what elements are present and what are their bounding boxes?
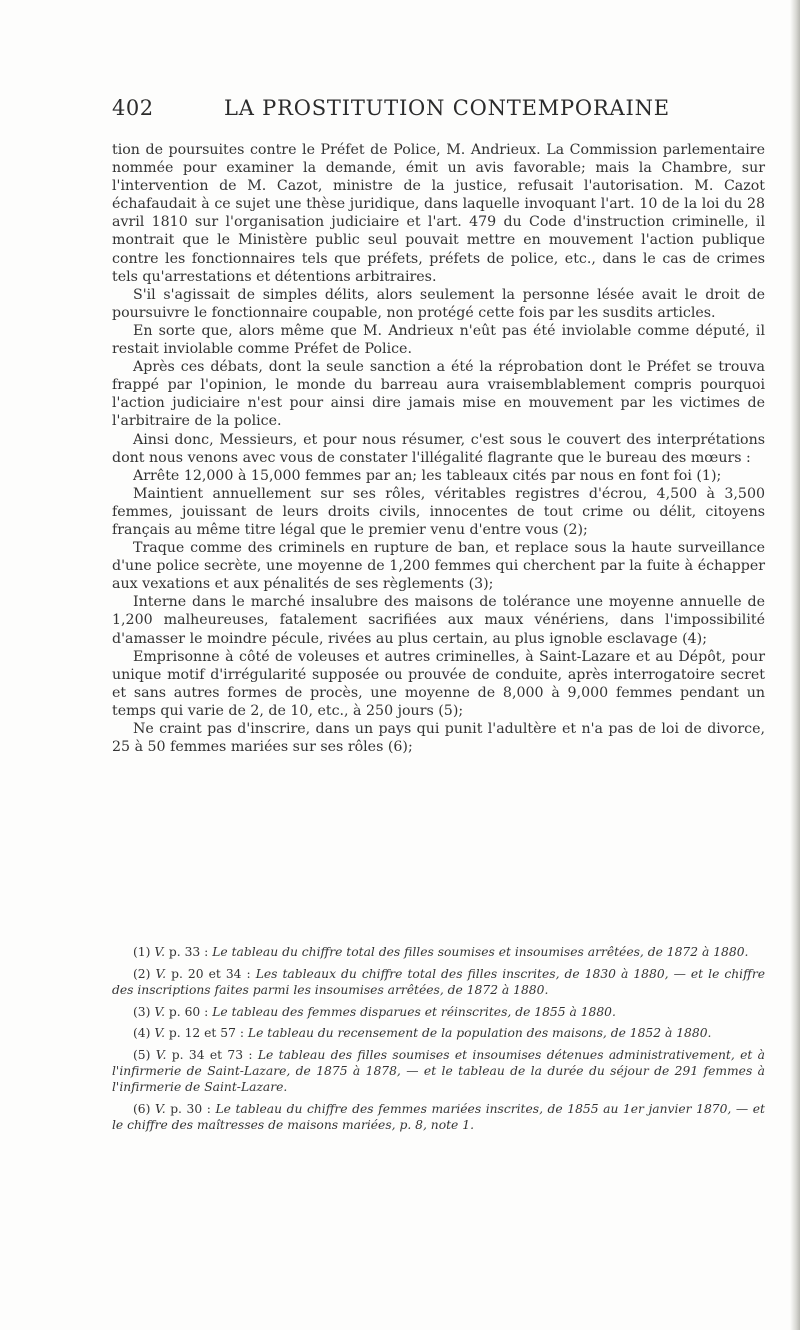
paragraph: Interne dans le marché insalubre des maisons de tolérance une moyenne annuelle de 1,200 malheureuses, fatalement sacrifiées aux maux vénériens, dans l'impossibilité d'amasser le moindre pécule, rivées au plus certain, au plus ignoble esclavage (4);: [112, 594, 765, 647]
paragraph: Ne craint pas d'inscrire, dans un pays qui punit l'adultère et n'a pas de loi de divorce, 25 à 50 femmes mariées sur ses rôles (6);: [112, 721, 765, 756]
paragraph: tion de poursuites contre le Préfet de Police, M. Andrieux. La Commission parlementaire nommée pour examiner la demande, émit un avis favorable; mais la Chambre, sur l'intervention de M. Cazot, ministre de la justice, refusait l'autorisation. M. Cazot échafaudait à ce sujet une thèse juridique, dans laquelle invoquant l'art. 10 de la loi du 28 avril 1810 sur l'organisation judiciaire et l'art. 479 du Code d'instruction criminelle, il montrait que le Ministère public seul pouvait mettre en mouvement l'action publique contre les fonctionnaires tels que préfets, préfets de police, etc., dans le cas de crimes tels qu'arrestations et détentions arbitraires.: [112, 142, 765, 285]
footnote-text: Le tableau du chiffre des femmes mariées inscrites, de 1855 au 1er janvier 1870, — et le chiffre des maîtresses de maisons mariées, p. 8, note 1.: [112, 1102, 765, 1133]
footnote: [112, 966, 765, 998]
footnote-number: (4): [133, 1026, 151, 1041]
body-text: [112, 141, 765, 756]
footnote-text: Le tableau des filles soumises et insoumises détenues administrativement, et à l'infirmerie de Saint-Lazare, de 1875 à 1878, — et le tableau de la durée du séjour de 291 femmes à l'infirmerie de Saint-Lazare.: [112, 1048, 765, 1095]
footnote-ref: V.: [155, 966, 167, 981]
footnote-number: (2): [133, 966, 151, 981]
paragraph: S'il s'agissait de simples délits, alors seulement la personne lésée avait le droit de poursuivre le fonctionnaire coupable, non protégé cette fois par les susdits articles.: [112, 286, 765, 321]
footnote-number: (1): [133, 945, 151, 959]
paragraph: Traque comme des criminels en rupture de ban, et replace sous la haute surveillance d'une police secrète, une moyenne de 1,200 femmes qui cherchent par la fuite à échapper aux vexations et aux pénalités de ses règlements (3);: [112, 540, 765, 593]
footnote-text: Les tableaux du chiffre total des filles inscrites, de 1830 à 1880, — et le chiffre des inscriptions faites parmi les insoumises arrêtées, de 1872 à 1880.: [112, 966, 765, 997]
footnote: [112, 944, 765, 960]
footnote-ref: V.: [154, 1004, 165, 1019]
paragraph: Arrête 12,000 à 15,000 femmes par an; les tableaux cités par nous en font foi (1);: [133, 467, 722, 484]
footnote: [112, 1004, 765, 1020]
footnote-ref: V.: [154, 1102, 166, 1117]
page-header: [112, 96, 752, 126]
footnote-page: p. 12 et 57 :: [168, 1026, 244, 1041]
page-number: 402: [112, 96, 154, 120]
footnote-page: p. 60 :: [168, 1004, 209, 1019]
footnote-ref: V.: [154, 1026, 165, 1041]
footnote-text: Le tableau du chiffre total des filles soumises et insoumises arrêtées, de 1872 à 1880.: [212, 945, 749, 959]
running-title: LA PROSTITUTION CONTEMPORAINE: [224, 96, 670, 120]
footnotes: [112, 944, 765, 1139]
footnote-number: (3): [133, 1004, 151, 1019]
footnote-number: (6): [133, 1102, 151, 1117]
footnote-text: Le tableau des femmes disparues et réinscrites, de 1855 à 1880.: [212, 1004, 616, 1019]
footnote-ref: V.: [155, 1048, 167, 1063]
paragraph: Emprisonne à côté de voleuses et autres criminelles, à Saint-Lazare et au Dépôt, pour unique motif d'irrégularité supposée ou prouvée de conduite, après interrogatoire secret et sans autres formes de procès, une moyenne de 8,000 à 9,000 femmes pendant un temps qui varie de 2, de 10, etc., à 250 jours (5);: [112, 648, 765, 719]
paragraph: En sorte que, alors même que M. Andrieux n'eût pas été inviolable comme député, il restait inviolable comme Préfet de Police.: [112, 322, 765, 358]
footnote-text: Le tableau du recensement de la population des maisons, de 1852 à 1880.: [247, 1026, 712, 1041]
footnote-page: p. 33 :: [168, 945, 209, 959]
footnote: [112, 1025, 765, 1041]
page-edge-shadow: [790, 0, 800, 1330]
paragraph: Ainsi donc, Messieurs, et pour nous résumer, c'est sous le couvert des interprétations dont nous venons avec vous de constater l'illégalité flagrante que le bureau des mœurs :: [112, 431, 765, 466]
footnote-page: p. 20 et 34 :: [171, 966, 251, 981]
footnote-page: p. 34 et 73 :: [171, 1048, 253, 1063]
footnote-ref: V.: [154, 945, 165, 959]
paragraph: Maintient annuellement sur ses rôles, véritables registres d'écrou, 4,500 à 3,500 femmes, jouissant de leurs droits civils, innocentes de tout crime ou délit, citoyens français au même titre légal que le premier venu d'entre vous (2);: [112, 485, 765, 538]
footnote: [112, 1047, 765, 1096]
footnote-number: (5): [133, 1048, 151, 1063]
footnote: [112, 1101, 765, 1133]
footnote-page: p. 30 :: [170, 1102, 211, 1117]
paragraph: Après ces débats, dont la seule sanction a été la réprobation dont le Préfet se trouva frappé par l'opinion, le monde du barreau aura vraisemblablement compris pourquoi l'action judiciaire n'est pour ainsi dire jamais mise en mouvement par les victimes de l'arbitraire de la police.: [112, 359, 765, 430]
